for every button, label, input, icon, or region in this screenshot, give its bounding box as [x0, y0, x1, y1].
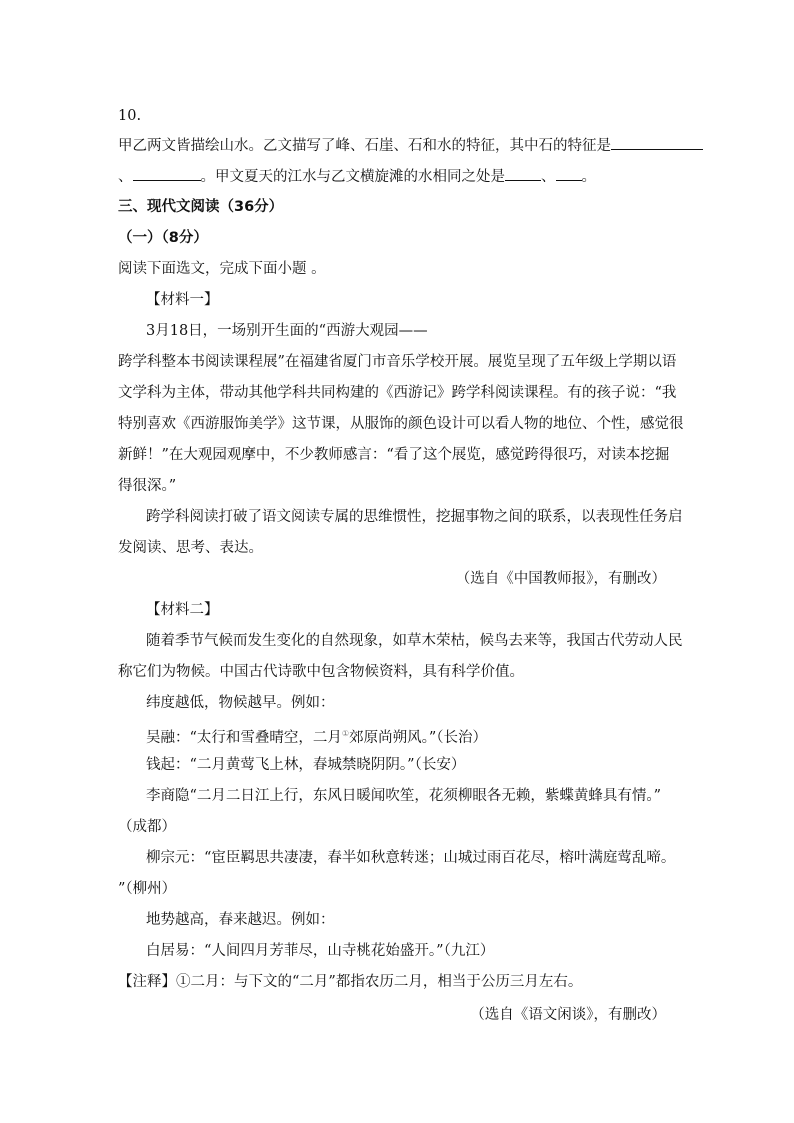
subsection-title: （一）（8分）: [118, 230, 208, 246]
material1-paragraph-line: 特别喜欢《西游服饰美学》这节课，从服饰的颜色设计可以看人物的地位、个性，感觉很: [118, 416, 684, 432]
material1-paragraph-line: 得很深。”: [118, 478, 177, 494]
poem-line-wu-rong: [146, 723, 676, 749]
answer-blank-1[interactable]: [611, 133, 703, 150]
material1-paragraph-line: 3月18日，一场别开生面的“西游大观园——: [146, 323, 428, 339]
poem-line-liu-zongyuan-place: ”（柳州）: [118, 881, 177, 897]
question-text: 甲乙两文皆描绘山水。乙文描写了峰、石崖、石和水的特征，其中石的特征是: [118, 138, 611, 154]
question-line-1: [118, 133, 678, 157]
material2-paragraph-line: 地势越高，春来越迟。例如：: [146, 912, 335, 928]
poem-text: 郊原尚朔风。”（长治）: [349, 729, 488, 746]
poem-line-bai-juyi: 白居易：“人间四月芳菲尽，山寺桃花始盛开。”（九江）: [146, 943, 495, 959]
material1-paragraph-line: 新鲜！”在大观园观摩中，不少教师感言：“看了这个展览，感觉跨得很巧，对读本挖掘: [118, 447, 670, 463]
question-separator: 、: [118, 169, 133, 185]
material2-paragraph-line: 随着季节气候而发生变化的自然现象，如草木荣枯，候鸟去来等，我国古代劳动人民: [146, 633, 683, 649]
material2-paragraph-line: 纬度越低，物候越早。例如：: [146, 695, 335, 711]
material1-paragraph-line: 发阅读、思考、表达。: [118, 540, 263, 556]
material2-paragraph-line: 称它们为物候。中国古代诗歌中包含物候资料，具有科学价值。: [118, 664, 524, 680]
question-separator: 、: [541, 169, 556, 185]
answer-blank-3[interactable]: [505, 164, 541, 181]
poem-text: 吴融：“太行和雪叠晴空，二月: [146, 729, 342, 746]
material1-source: （选自《中国教师报》，有删改）: [455, 571, 666, 587]
material2-source: （选自《语文闲谈》，有删改）: [470, 1007, 666, 1023]
poem-line-li-shangyin: 李商隐“二月二日江上行，东风日暖闻吹笙，花须柳眼各无赖，紫蝶黄蜂具有情。”: [146, 788, 662, 804]
material1-paragraph-line: 跨学科阅读打破了语文阅读专属的思维惯性，挖掘事物之间的联系，以表现性任务启: [146, 509, 683, 525]
instruction: 阅读下面选文，完成下面小题 。: [118, 261, 326, 277]
material1-heading: 【材料一】: [146, 292, 219, 308]
question-line-2: [118, 164, 678, 188]
question-text-continued: 。甲文夏天的江水与乙文横旋滩的水相同之处是: [200, 169, 505, 185]
answer-blank-2[interactable]: [133, 164, 201, 181]
question-number: 10.: [118, 108, 142, 124]
poem-line-liu-zongyuan: 柳宗元：“宦臣羁思共凄凄，春半如秋意转迷；山城过雨百花尽，榕叶满庭莺乱啼。: [146, 850, 676, 866]
material1-paragraph-line: 文学科为主体，带动其他学科共同构建的《西游记》跨学科阅读课程。有的孩子说：“我: [118, 385, 677, 401]
material2-heading: 【材料二】: [146, 602, 219, 618]
footnote-marker: ①: [341, 729, 350, 738]
poem-line-qian-qi: 钱起：“二月黄莺飞上林，春城禁晓阴阴。”（长安）: [146, 757, 466, 773]
question-end: 。: [581, 169, 596, 185]
annotation-note: 【注释】①二月：与下文的“二月”都指农历二月，相当于公历三月左右。: [118, 974, 583, 990]
section-title: 三、现代文阅读（36分）: [118, 199, 284, 215]
poem-line-li-shangyin-place: （成都）: [118, 819, 176, 835]
answer-blank-4[interactable]: [556, 164, 582, 181]
material1-paragraph-line: 跨学科整本书阅读课程展”在福建省厦门市音乐学校开展。展览呈现了五年级上学期以语: [118, 354, 677, 370]
